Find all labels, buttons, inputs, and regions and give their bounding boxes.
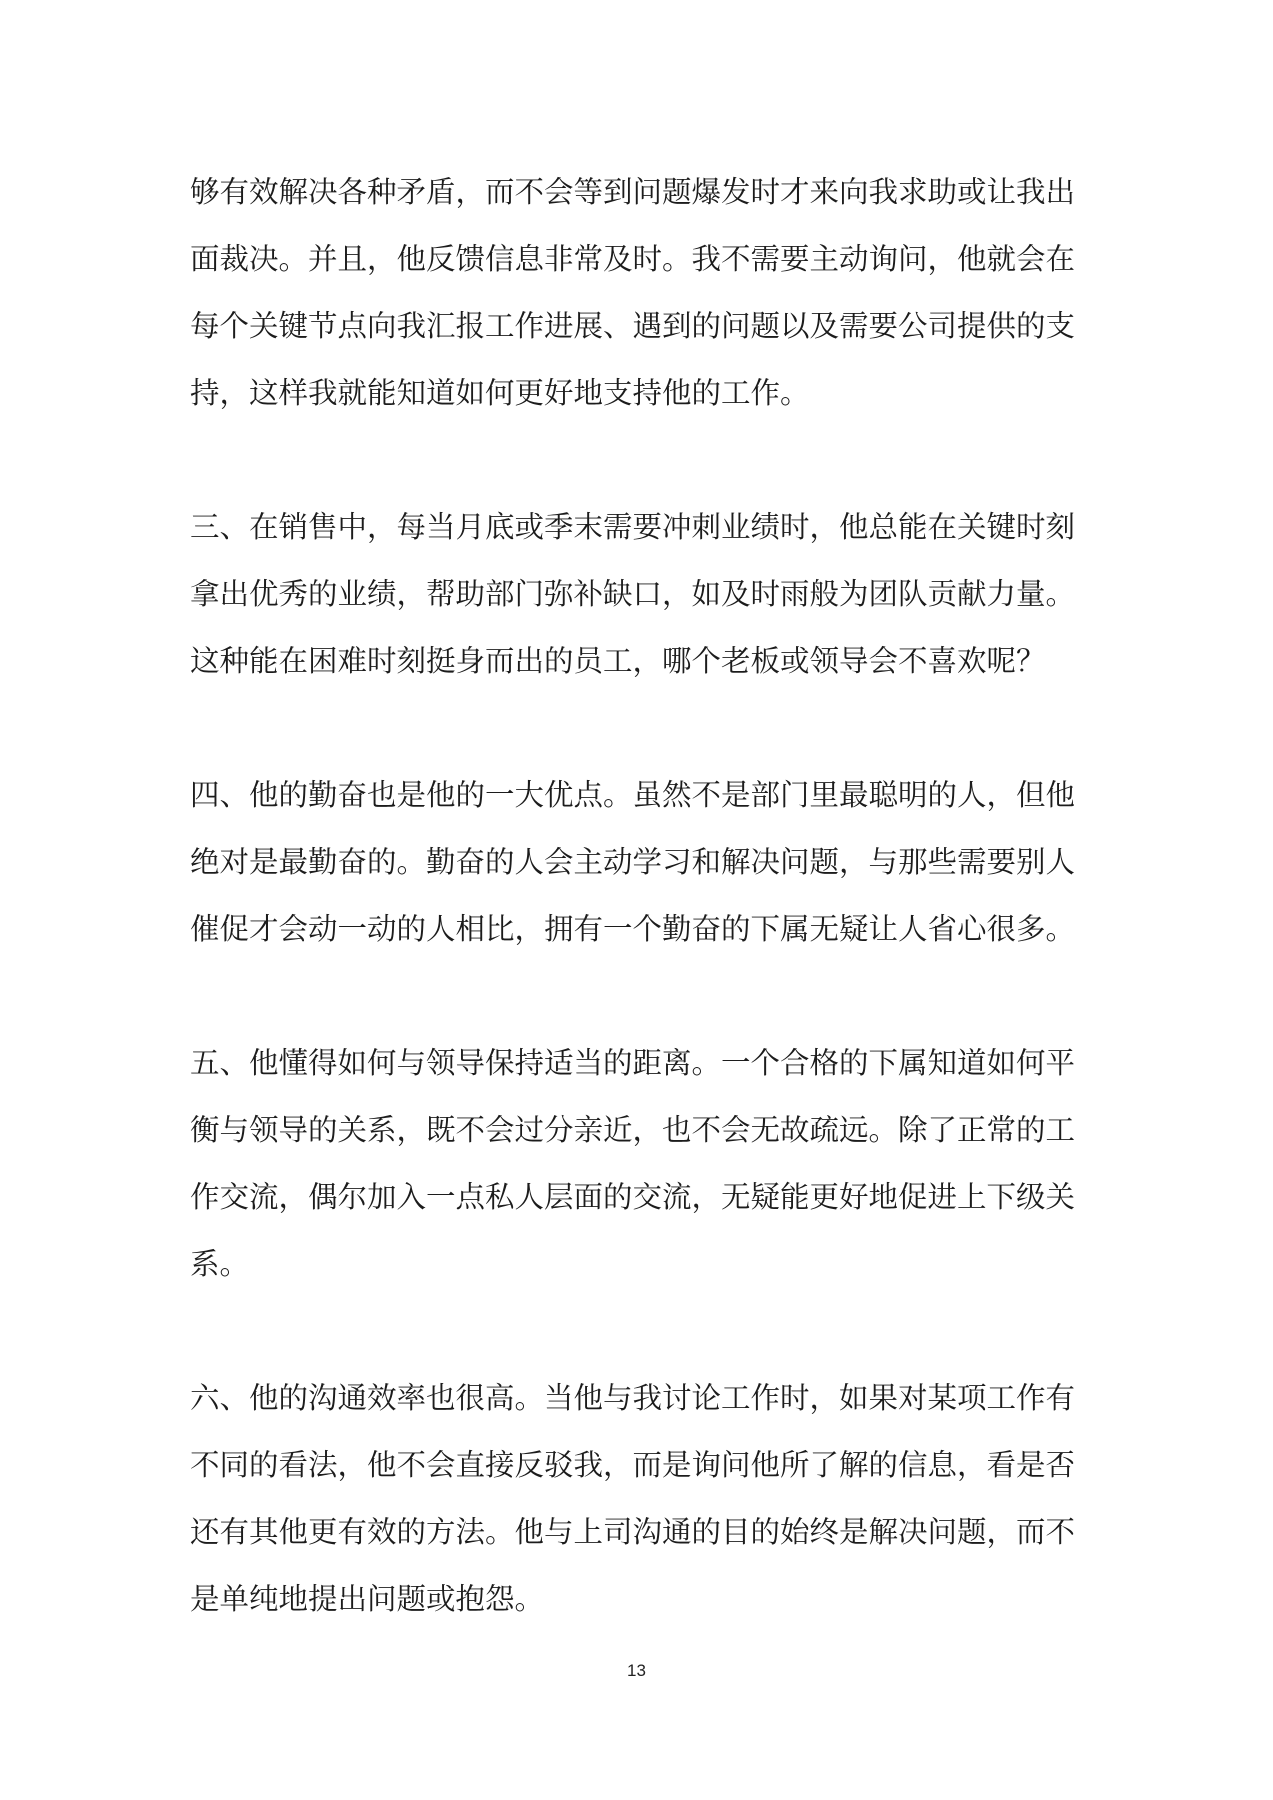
text-line: 衡与领导的关系，既不会过分亲近，也不会无故疏远。除了正常的工 (190, 1113, 1076, 1147)
text-line: 五、他懂得如何与领导保持适当的距离。一个合格的下属知道如何平 (190, 1046, 1076, 1080)
text-line: 不同的看法，他不会直接反驳我，而是询问他所了解的信息，看是否 (190, 1448, 1076, 1482)
paragraph-point-6 (190, 1365, 1120, 1633)
paragraph-point-4 (190, 762, 1120, 963)
text-line: 拿出优秀的业绩，帮助部门弥补缺口，如及时雨般为团队贡献力量。 (190, 577, 1076, 611)
text-line: 这种能在困难时刻挺身而出的员工，哪个老板或领导会不喜欢呢？ (190, 644, 1046, 678)
text-line: 三、在销售中，每当月底或季末需要冲刺业绩时，他总能在关键时刻 (190, 510, 1076, 544)
text-line: 绝对是最勤奋的。勤奋的人会主动学习和解决问题，与那些需要别人 (190, 845, 1076, 879)
text-line: 是单纯地提出问题或抱怨。 (190, 1582, 545, 1616)
paragraph-continuation (190, 159, 1120, 427)
text-line: 每个关键节点向我汇报工作进展、遇到的问题以及需要公司提供的支 (190, 309, 1076, 343)
body-text (190, 159, 1120, 1700)
text-line: 六、他的沟通效率也很高。当他与我讨论工作时，如果对某项工作有 (190, 1381, 1076, 1415)
page-number: 13 (627, 1661, 646, 1680)
text-line: 还有其他更有效的方法。他与上司沟通的目的始终是解决问题，而不 (190, 1515, 1076, 1549)
text-line: 面裁决。并且，他反馈信息非常及时。我不需要主动询问，他就会在 (190, 242, 1076, 276)
text-line: 四、他的勤奋也是他的一大优点。虽然不是部门里最聪明的人，但他 (190, 778, 1076, 812)
text-line: 作交流，偶尔加入一点私人层面的交流，无疑能更好地促进上下级关 (190, 1180, 1076, 1214)
text-line: 够有效解决各种矛盾，而不会等到问题爆发时才来向我求助或让我出 (190, 175, 1076, 209)
text-line: 持，这样我就能知道如何更好地支持他的工作。 (190, 376, 810, 410)
paragraph-point-3 (190, 494, 1120, 695)
text-line: 系。 (190, 1247, 250, 1281)
paragraph-point-5 (190, 1030, 1120, 1298)
text-line: 催促才会动一动的人相比，拥有一个勤奋的下属无疑让人省心很多。 (190, 912, 1076, 946)
